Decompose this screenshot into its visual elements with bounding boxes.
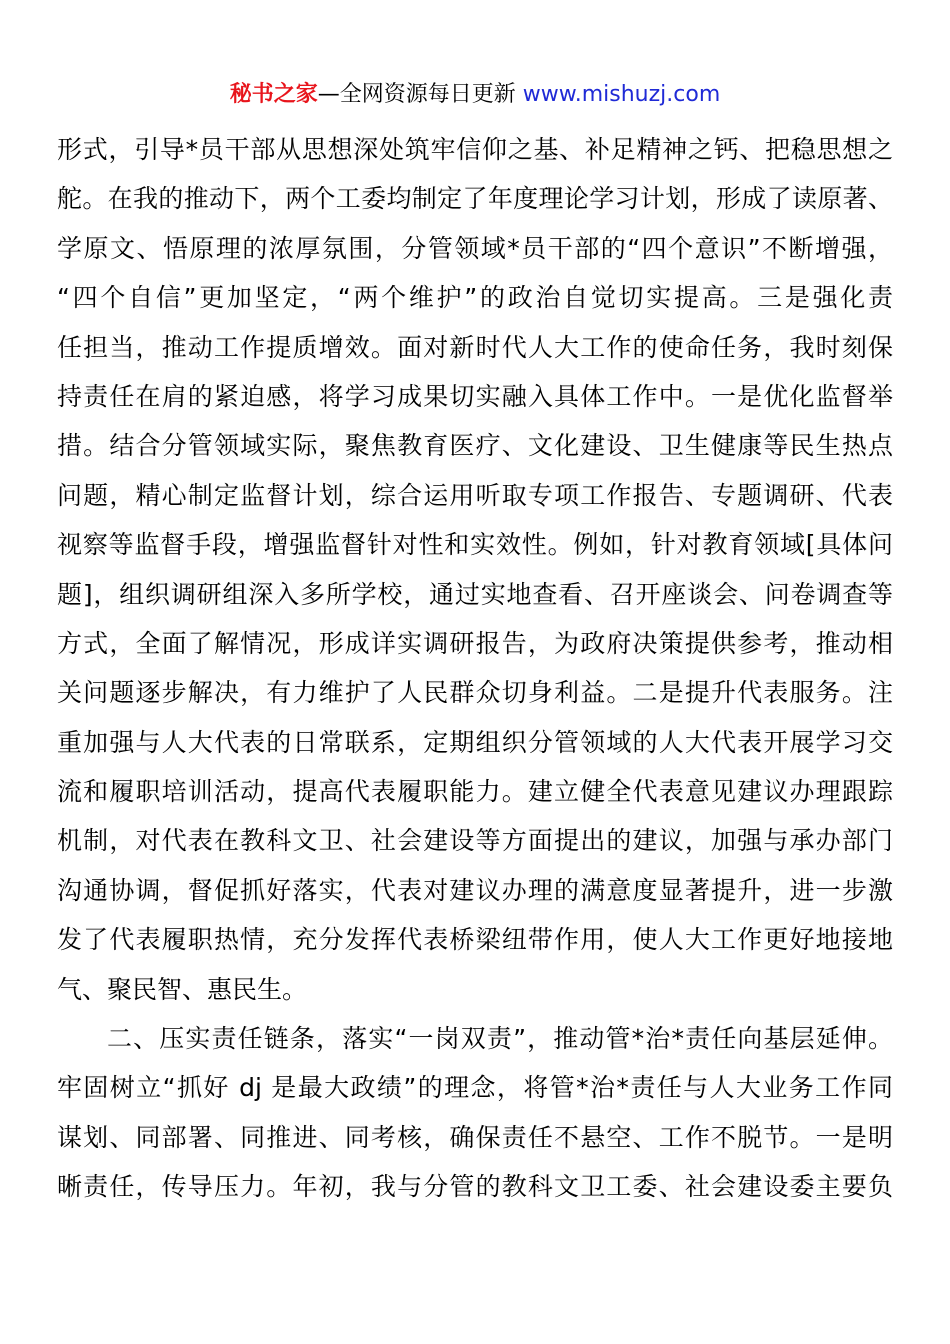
text-line: 关问题逐步解决，有力维护了人民群众切身利益。二是提升代表服务。注 <box>57 678 893 708</box>
header-brand: 秘书之家 <box>229 82 318 107</box>
text-line: 措。结合分管领域实际，聚焦教育医疗、文化建设、卫生健康等民生热点 <box>57 431 893 461</box>
text-line: 任担当，推动工作提质增效。面对新时代人大工作的使命任务，我时刻保 <box>57 332 893 362</box>
text-line: 舵。在我的推动下，两个工委均制定了年度理论学习计划，形成了读原著、 <box>57 184 893 214</box>
body-text <box>57 125 893 1212</box>
text-line: 重加强与人大代表的日常联系，定期组织分管领域的人大代表开展学习交 <box>57 727 893 757</box>
text-line: 问题，精心制定监督计划，综合运用听取专项工作报告、专题调研、代表 <box>57 480 893 510</box>
text-line: 机制，对代表在教科文卫、社会建设等方面提出的建议，加强与承办部门 <box>57 826 893 856</box>
text-line: 形式，引导*员干部从思想深处筑牢信仰之基、补足精神之钙、把稳思想之 <box>57 135 893 164</box>
text-line: 方式，全面了解情况，形成详实调研报告，为政府决策提供参考，推动相 <box>57 628 893 658</box>
text-line: 持责任在肩的紧迫感，将学习成果切实融入具体工作中。一是优化监督举 <box>57 381 893 411</box>
text-line: 流和履职培训活动，提高代表履职能力。建立健全代表意见建议办理跟踪 <box>57 777 893 807</box>
text-line: 发了代表履职热情，充分发挥代表桥梁纽带作用，使人大工作更好地接地 <box>57 925 893 955</box>
text-line: 谋划、同部署、同推进、同考核，确保责任不悬空、工作不脱节。一是明 <box>57 1122 893 1152</box>
text-line: “四个自信”更加坚定，“两个维护”的政治自觉切实提高。三是强化责 <box>57 283 893 313</box>
text-line: 气、聚民智、惠民生。 <box>57 974 308 1004</box>
text-line: 视察等监督手段，增强监督针对性和实效性。例如，针对教育领域[具体问 <box>57 530 893 560</box>
text-line: 牢固树立“抓好 dj 是最大政绩”的理念，将管*治*责任与人大业务工作同 <box>57 1073 893 1103</box>
text-line: 题]，组织调研组深入多所学校，通过实地查看、召开座谈会、问卷调查等 <box>57 579 893 609</box>
text-line: 沟通协调，督促抓好落实，代表对建议办理的满意度显著提升，进一步激 <box>57 875 893 905</box>
page-header <box>0 80 950 110</box>
header-site-url[interactable]: www.mishuzj.com <box>522 82 721 107</box>
header-tagline: —全网资源每日更新 <box>317 82 523 107</box>
section-heading-line: 二、压实责任链条，落实“一岗双责”，推动管*治*责任向基层延伸。 <box>107 1024 893 1054</box>
text-line: 晰责任，传导压力。年初，我与分管的教科文卫工委、社会建设委主要负 <box>57 1172 893 1202</box>
text-line: 学原文、悟原理的浓厚氛围，分管领域*员干部的“四个意识”不断增强， <box>57 233 893 263</box>
